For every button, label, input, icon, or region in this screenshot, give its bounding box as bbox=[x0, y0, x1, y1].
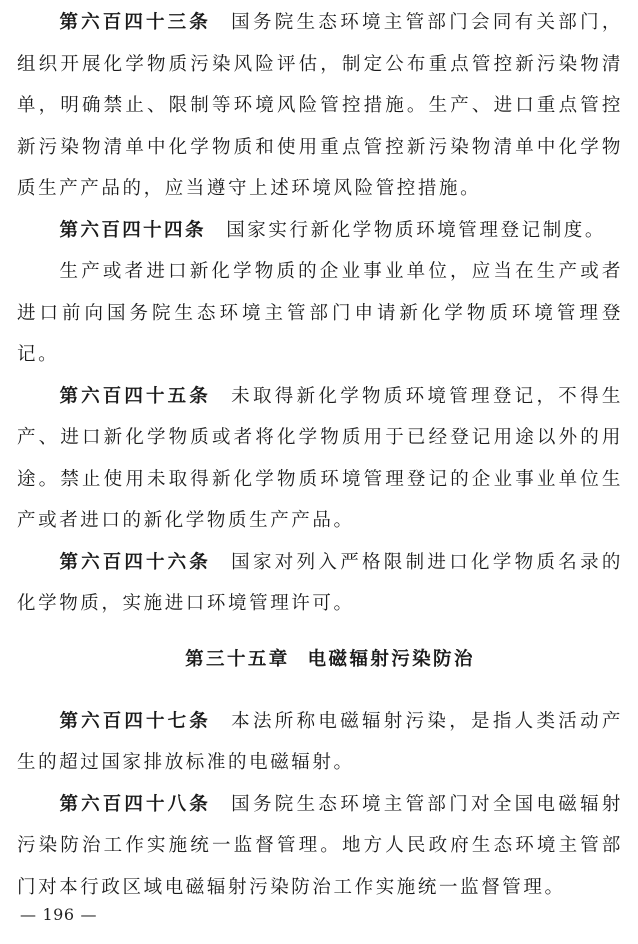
document-page bbox=[17, 0, 623, 908]
page-footer bbox=[14, 905, 103, 924]
article-643 bbox=[17, 0, 623, 210]
article-648 bbox=[17, 784, 623, 909]
article-646-text: 国家对列入严格限制进口化学物质名录的化学物质，实施进口环境管理许可。 bbox=[17, 551, 623, 614]
article-644-title: 第六百四十四条 bbox=[59, 219, 206, 241]
page-number: 196 bbox=[42, 905, 75, 924]
article-645-title: 第六百四十五条 bbox=[59, 385, 211, 407]
article-648-text: 国务院生态环境主管部门对全国电磁辐射污染防治工作实施统一监督管理。地方人民政府生态环境主管部门对本行政区域电磁辐射污染防治工作实施统一监督管理。 bbox=[17, 793, 623, 898]
article-646 bbox=[17, 542, 623, 625]
article-647-text: 本法所称电磁辐射污染，是指人类活动产生的超过国家排放标准的电磁辐射。 bbox=[17, 710, 623, 773]
chapter-heading bbox=[17, 639, 623, 681]
article-647-title: 第六百四十七条 bbox=[59, 710, 211, 732]
article-645-text: 未取得新化学物质环境管理登记，不得生产、进口新化学物质或者将化学物质用于已经登记用途以外的用途。禁止使用未取得新化学物质环境管理登记的企业事业单位生产或者进口的新化学物质生产产品。 bbox=[17, 385, 623, 531]
article-644-text: 国家实行新化学物质环境管理登记制度。 bbox=[226, 219, 607, 241]
article-643-text: 国务院生态环境主管部门会同有关部门，组织开展化学物质污染风险评估，制定公布重点管控新污染物清单，明确禁止、限制等环境风险管控措施。生产、进口重点管控新污染物清单中化学物质和使用重点管控新污染物清单中化学物质生产产品的，应当遵守上述环境风险管控措施。 bbox=[17, 12, 623, 199]
chapter-number: 第三十五章 bbox=[185, 648, 290, 670]
article-644 bbox=[17, 210, 623, 252]
article-646-title: 第六百四十六条 bbox=[59, 551, 211, 573]
article-645 bbox=[17, 376, 623, 542]
footer-dash-right: — bbox=[80, 905, 98, 924]
article-644-paragraph-2: 生产或者进口新化学物质的企业事业单位，应当在生产或者进口前向国务院生态环境主管部门申请新化学物质环境管理登记。 bbox=[17, 261, 623, 365]
article-643-title: 第六百四十三条 bbox=[59, 12, 211, 33]
article-647 bbox=[17, 701, 623, 784]
footer-dash-left: — bbox=[20, 905, 37, 924]
article-648-title: 第六百四十八条 bbox=[59, 793, 211, 815]
chapter-title: 电磁辐射污染防治 bbox=[307, 648, 475, 670]
